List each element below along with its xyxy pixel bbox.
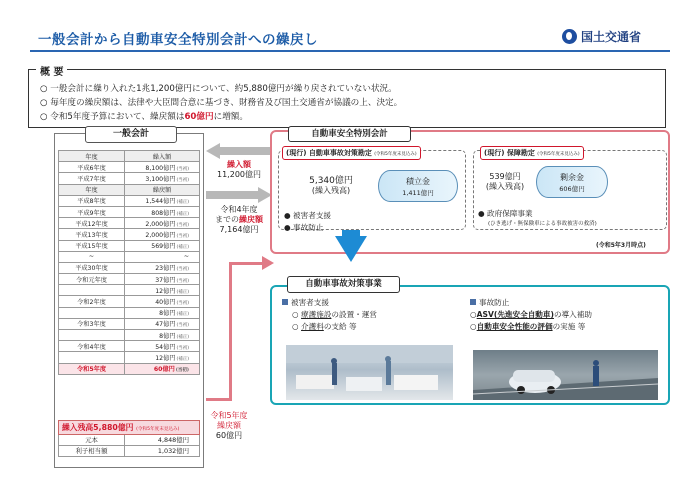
- guarantee-bullet-sub: (ひき逃げ・無保険車による事故被害の救済): [488, 221, 597, 227]
- balance-label: 繰入残高5,880億円 (令和5年度末見込み): [58, 420, 200, 435]
- fy5-flow-line: [229, 262, 232, 399]
- asv-test-photo-icon: [473, 350, 658, 400]
- summary-item: ○ 毎年度の繰戻額は、法律や大臣間合意に基づき、財務省及び国土交通省が協議の上、決定。: [40, 98, 403, 108]
- table-row: [59, 285, 200, 296]
- table-cell-amount: 54億円(当初): [125, 341, 200, 352]
- guarantee-surplus: 剰余金 606億円: [536, 166, 608, 198]
- table-row: [59, 173, 200, 184]
- table-cell-year: 年度: [59, 184, 125, 195]
- summary-list: [40, 82, 402, 124]
- table-row: [59, 240, 200, 251]
- title-underline: [30, 50, 670, 52]
- square-bullet-icon: [470, 299, 476, 305]
- table-row: [59, 363, 200, 374]
- table-cell-year: 令和5年度: [59, 363, 125, 374]
- table-row: [59, 218, 200, 229]
- fy5-repaid-label: 令和5年度 繰戻額 60億円: [210, 411, 248, 440]
- transfer-in-label: 繰入額 11,200億円: [217, 160, 261, 179]
- table-cell-amount: 47億円(当初): [125, 318, 200, 329]
- table-cell-year: 令和4年度: [59, 341, 125, 352]
- table-cell-year: [59, 285, 125, 296]
- table-row: [59, 251, 200, 262]
- prevention-section: 事故防止 ○ASV(先進安全自動車)の導入補助 ○自動車安全性能の評価の実施 等: [470, 298, 592, 331]
- table-cell-year: 平成8年度: [59, 195, 125, 206]
- table-cell-amount: 12億円(補正): [125, 352, 200, 363]
- transfer-in-arrow-icon: [206, 142, 272, 160]
- table-row: [59, 274, 200, 285]
- table-cell-year: 令和3年度: [59, 318, 125, 329]
- table-row: [59, 330, 200, 341]
- table-cell-amount: 8億円(補正): [125, 307, 200, 318]
- table-cell-amount: 23億円(当初): [125, 262, 200, 273]
- table-cell-year: [59, 307, 125, 318]
- special-account-heading: 自動車安全特別会計: [288, 126, 411, 142]
- accident-account-tag: (現行) 自動車事故対策勘定 (令和5年度末見込み): [282, 146, 421, 160]
- table-row: [59, 307, 200, 318]
- table-row: [59, 318, 200, 329]
- table-cell-year: 平成15年度: [59, 240, 125, 251]
- accident-balance: 5,340億円 (繰入残高): [309, 176, 353, 195]
- table-row: [59, 206, 200, 217]
- as-of-date: (令和5年3月時点): [596, 242, 646, 249]
- table-cell-amount: 12億円(補正): [125, 285, 200, 296]
- general-account-heading: 一般会計: [85, 126, 177, 143]
- table-cell-year: 平成12年度: [59, 218, 125, 229]
- table-cell-year: [59, 330, 125, 341]
- table-cell-amount: 808億円(補正): [125, 206, 200, 217]
- table-cell-year: 令和元年度: [59, 274, 125, 285]
- care-facility-photo-icon: [286, 345, 453, 400]
- care-facility-photo: [286, 345, 453, 400]
- balance-summary: [58, 420, 200, 457]
- square-bullet-icon: [282, 299, 288, 305]
- general-account-table: [58, 150, 200, 375]
- summary-heading: 概 要: [36, 63, 67, 78]
- summary-item: ○ 令和5年度予算において、繰戻額は60億円に増額。: [40, 112, 248, 122]
- table-cell-amount: 8億円(補正): [125, 330, 200, 341]
- table-cell-year: 平成30年度: [59, 262, 125, 273]
- table-row: [59, 229, 200, 240]
- repaid-arrow-icon: [206, 186, 272, 204]
- guarantee-account-tag: (現行) 保障勘定 (令和5年度末見込み): [480, 146, 584, 160]
- column-header-amount: 繰入額: [125, 151, 200, 162]
- table-cell-amount: 8,100億円(当初): [125, 162, 200, 173]
- page-title: 一般会計から自動車安全特別会計への繰戻し: [38, 32, 318, 48]
- table-row: [59, 195, 200, 206]
- table-cell-year: 平成7年度: [59, 173, 125, 184]
- table-cell-year: [59, 352, 125, 363]
- down-arrow-icon: [335, 236, 367, 262]
- table-cell-amount: 1,544億円(補正): [125, 195, 200, 206]
- table-cell-amount: ~: [125, 251, 200, 262]
- table-row: [59, 262, 200, 273]
- table-row: [59, 184, 200, 195]
- table-cell-amount: 繰戻額: [125, 184, 200, 195]
- repaid-label: 令和4年度 までの繰戻額 7,164億円: [215, 205, 263, 234]
- table-cell-amount: 3,100億円(当初): [125, 173, 200, 184]
- accident-bullets: ● 被害者支援 ● 事故防止: [284, 211, 332, 232]
- table-cell-year: 令和2年度: [59, 296, 125, 307]
- table-row: 元本 4,848億円: [58, 435, 200, 446]
- table-header-row: [59, 151, 200, 162]
- fy5-arrow-head-icon: [262, 256, 274, 270]
- table-row: [59, 341, 200, 352]
- ministry-logo: [562, 28, 641, 45]
- ministry-name: 国土交通省: [581, 30, 642, 44]
- table-row: [59, 296, 200, 307]
- asv-test-photo: [473, 350, 658, 400]
- support-section: 被害者支援 ○ 療護施設の設置・運営 ○ 介護料の支給 等: [282, 297, 377, 333]
- table-cell-amount: 569億円(補正): [125, 240, 200, 251]
- table-cell-amount: 2,000億円(当初): [125, 218, 200, 229]
- table-cell-amount: 37億円(当初): [125, 274, 200, 285]
- table-cell-amount: 2,000億円(当初): [125, 229, 200, 240]
- summary-item: ○ 一般会計に繰り入れた1兆1,200億円について、約5,880億円が繰り戻されていない状況。: [40, 84, 397, 94]
- guarantee-balance: 539億円 (繰入残高): [485, 172, 525, 191]
- table-row: 利子相当額 1,032億円: [58, 446, 200, 457]
- table-cell-year: 平成13年度: [59, 229, 125, 240]
- table-cell-year: 平成6年度: [59, 162, 125, 173]
- table-row: [59, 162, 200, 173]
- table-row: [59, 352, 200, 363]
- column-header-year: 年度: [59, 151, 125, 162]
- guarantee-bullet: ● 政府保障事業: [478, 209, 533, 218]
- table-cell-amount: 60億円(当初): [125, 363, 200, 374]
- ministry-emblem-icon: [562, 29, 577, 44]
- projects-heading: 自動車事故対策事業: [287, 276, 400, 293]
- table-cell-amount: 40億円(当初): [125, 296, 200, 307]
- table-cell-year: ~: [59, 251, 125, 262]
- accident-reserve: 積立金 1,411億円: [378, 170, 458, 202]
- table-cell-year: 平成9年度: [59, 206, 125, 217]
- fy5-flow-line: [206, 398, 232, 401]
